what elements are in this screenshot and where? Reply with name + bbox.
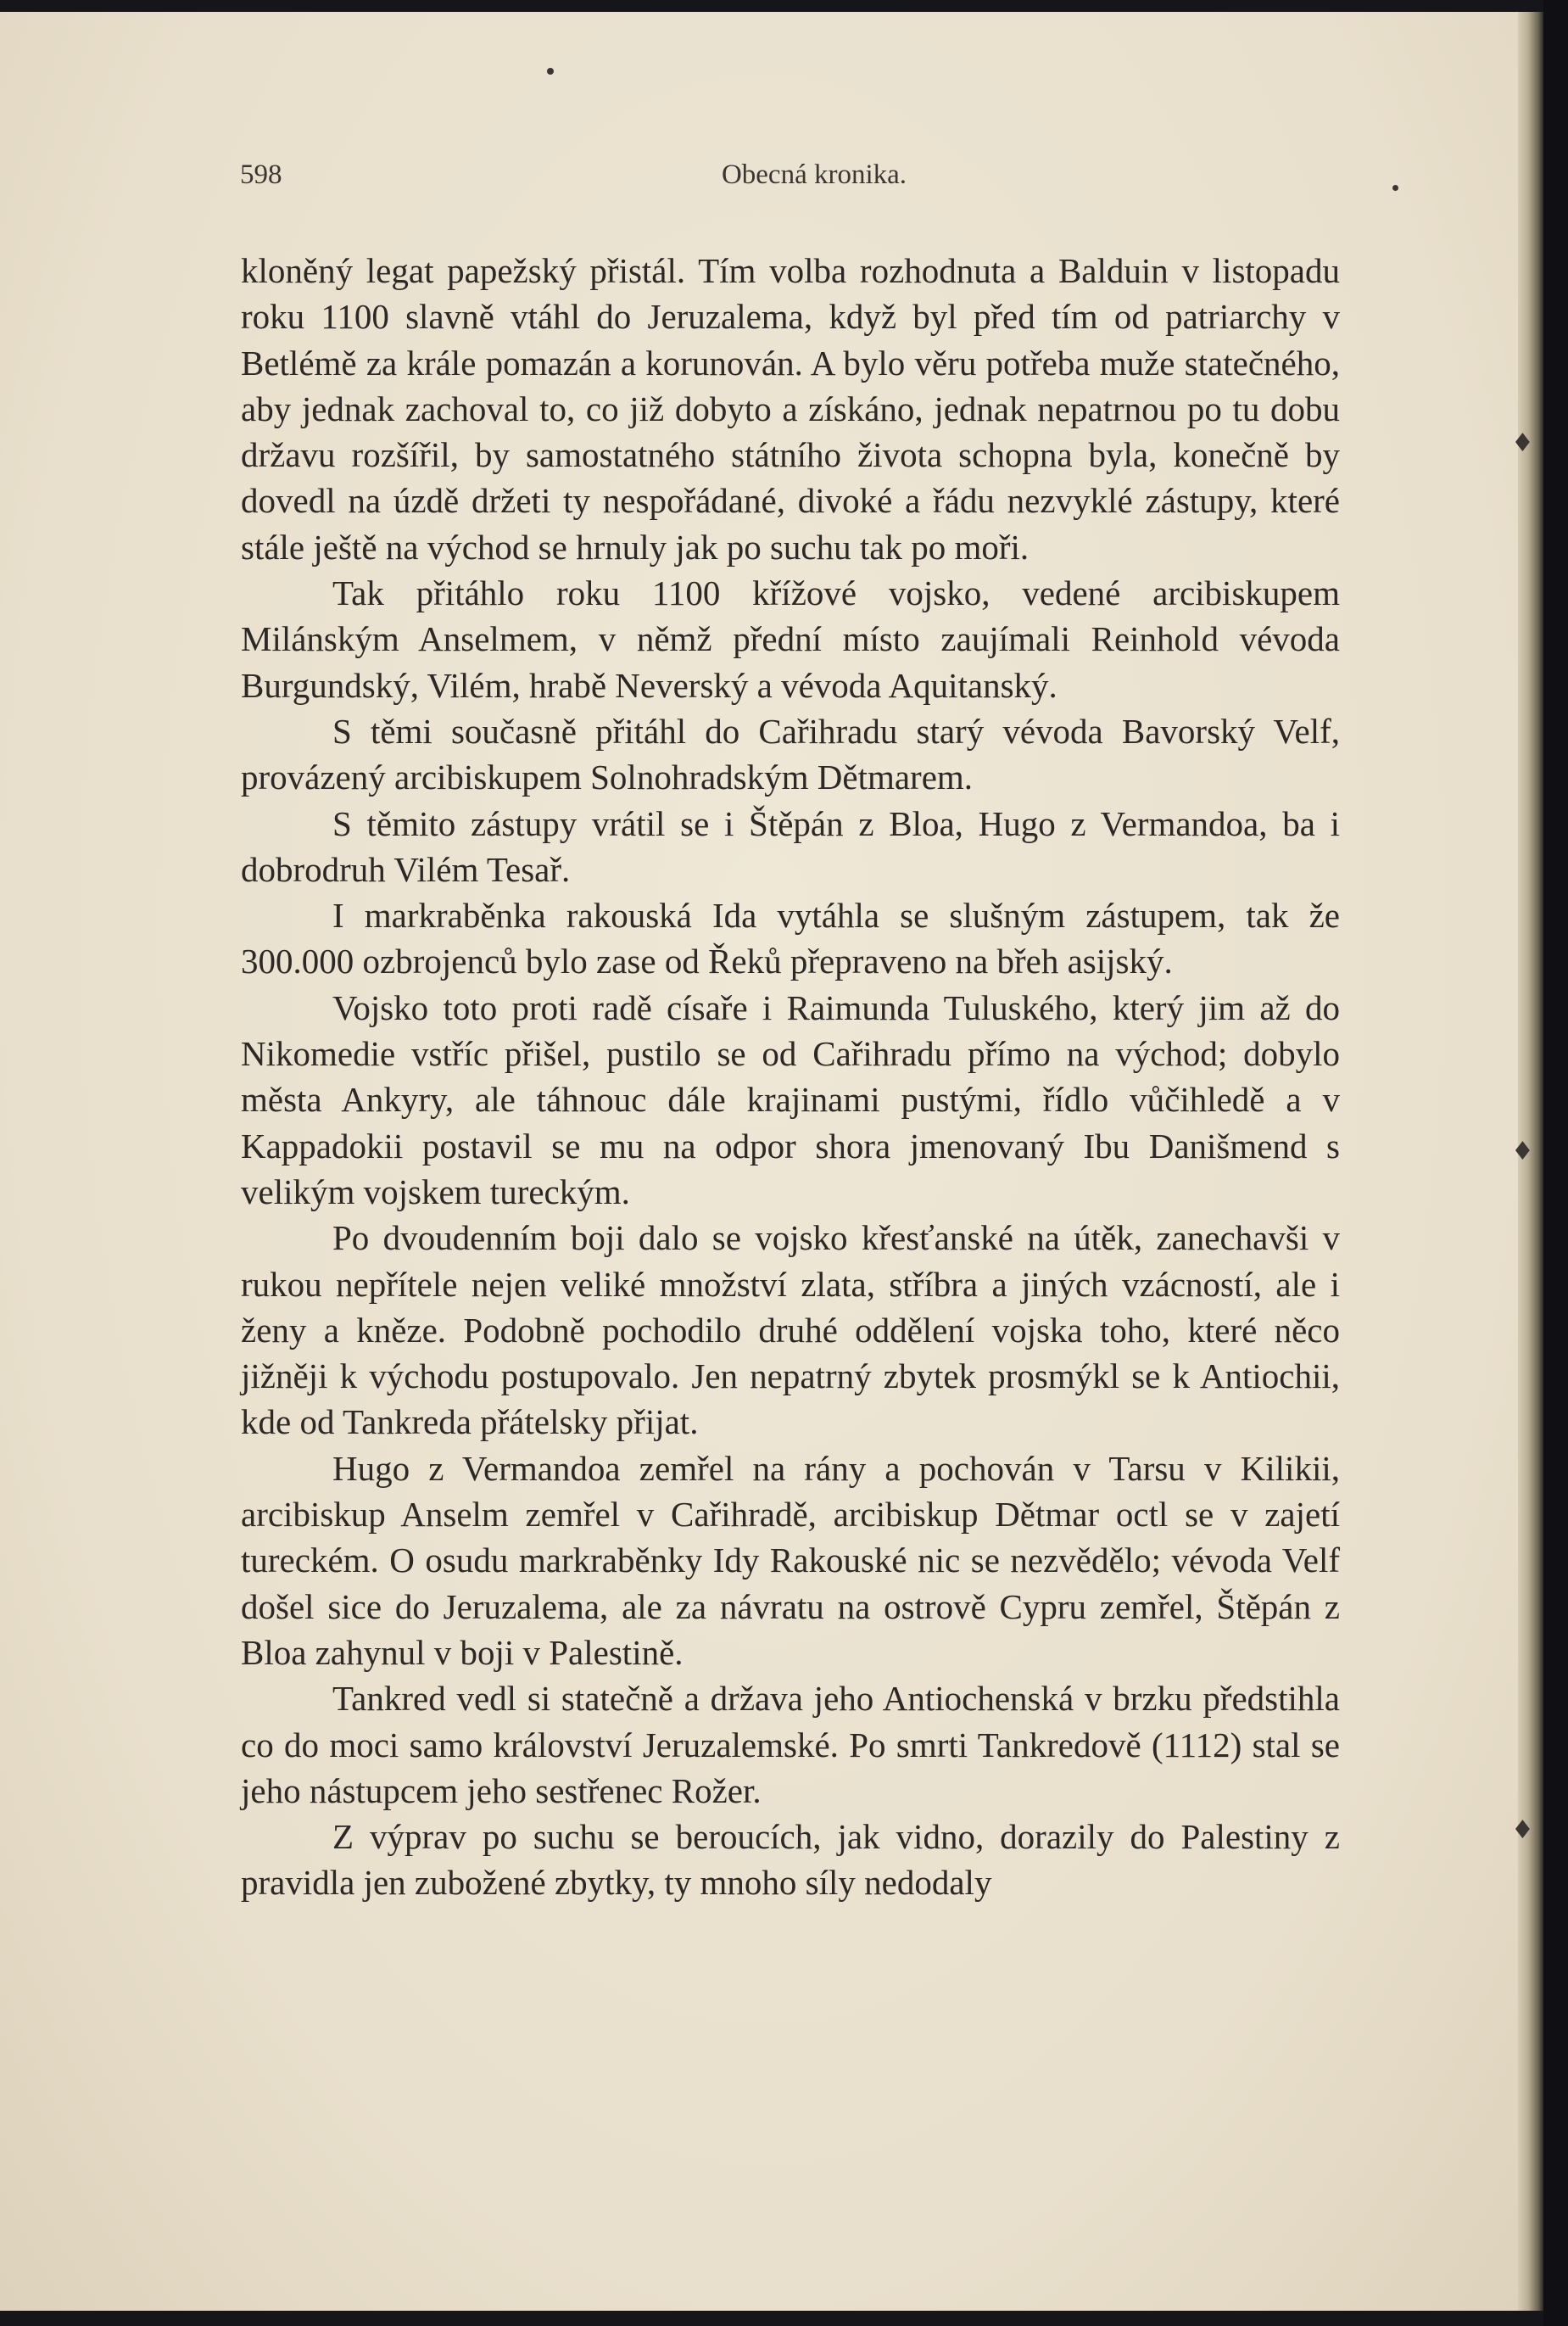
diamond-margin-icon: ♦ — [1511, 1815, 1534, 1845]
paragraph: kloněný legat papežský přistál. Tím volba rozhodnuta a Balduin v listopadu roku 1100 slavně vtáhl do Jeruzalema, když byl před tím od patriarchy v Betlémě za krále pomazán a korunován. A bylo věru potřeba muže statečného, aby jednak zachoval to, co již dobyto a získáno, jednak nepatrnou po tu dobu državu rozšířil, by samostatného státního života schopna byla, konečně by dovedl na úzdě držeti ty nespořádané, divoké a řádu nezvyklé zástupy, které stále ještě na východ se hrnuly jak po suchu tak po moři. — [241, 251, 1340, 567]
paragraph: Tankred vedl si statečně a država jeho Antiochenská v brzku předstihla co do moci samo království Jeruzalemské. Po smrti Tankredově (1112) stal se jeho nástupcem jeho sestřenec Rožer. — [241, 1679, 1340, 1810]
paragraph: Tak přitáhlo roku 1100 křížové vojsko, vedené arcibiskupem Milánským Anselmem, v němž přední místo zaujímali Reinhold vévoda Burgundský, Vilém, hrabě Neverský a vévoda Aquitanský. — [241, 573, 1340, 705]
paragraph: S těmi současně přitáhl do Cařihradu starý vévoda Bavorský Velf, provázený arcibiskupem Solnohradským Dětmarem. — [241, 711, 1340, 797]
diamond-margin-icon: ♦ — [1511, 1137, 1534, 1166]
diamond-margin-icon: ♦ — [1511, 428, 1534, 458]
page-number: 598 — [240, 159, 282, 190]
body-text — [241, 248, 1340, 1906]
paragraph: Z výprav po suchu se beroucích, jak vidno, dorazily do Palestiny z pravidla jen zubožené zbytky, ty mnoho síly nedodaly — [241, 1817, 1340, 1903]
paragraph: Hugo z Vermandoa zemřel na rány a pochován v Tarsu v Kilikii, arcibiskup Anselm zemřel v Cařihradě, arcibiskup Dětmar octl se v zajetí tureckém. O osudu markraběnky Idy Rakouské nic se nezvědělo; vévoda Velf došel sice do Jeruzalema, ale za návratu na ostrově Cypru zemřel, Štěpán z Bloa zahynul v boji v Palestině. — [241, 1448, 1340, 1672]
scan-background-strip — [1543, 0, 1568, 2326]
paragraph: S těmito zástupy vrátil se i Štěpán z Bloa, Hugo z Vermandoa, ba i dobrodruh Vilém Tesař. — [241, 803, 1340, 889]
ink-speck — [547, 68, 554, 75]
running-title: Obecná kronika. — [721, 159, 907, 190]
paragraph: Vojsko toto proti radě císaře i Raimunda Tuluského, který jim až do Nikomedie vstříc přišel, pustilo se od Cařihradu přímo na východ; dobylo města Ankyry, ale táhnouc dále krajinami pustými, řídlo vůčihledě a v Kappadokii postavil se mu na odpor shora jmenovaný Ibu Danišmend s velikým vojskem tureckým. — [241, 987, 1340, 1211]
paragraph: Po dvoudenním boji dalo se vojsko křesťanské na útěk, zanechavši v rukou nepřítele nejen veliké množství zlata, stříbra a jiných vzácností, ale i ženy a kněze. Podobně pochodilo druhé oddělení vojska toho, které něco jižněji k východu postupovalo. Jen nepatrný zbytek prosmýkl se k Antiochii, kde od Tankreda přátelsky přijat. — [241, 1218, 1340, 1442]
paragraph: I markraběnka rakouská Ida vytáhla se slušným zástupem, tak že 300.000 ozbrojenců bylo zase od Řeků přepraveno na břeh asijský. — [241, 896, 1340, 981]
page-header — [0, 159, 1526, 202]
